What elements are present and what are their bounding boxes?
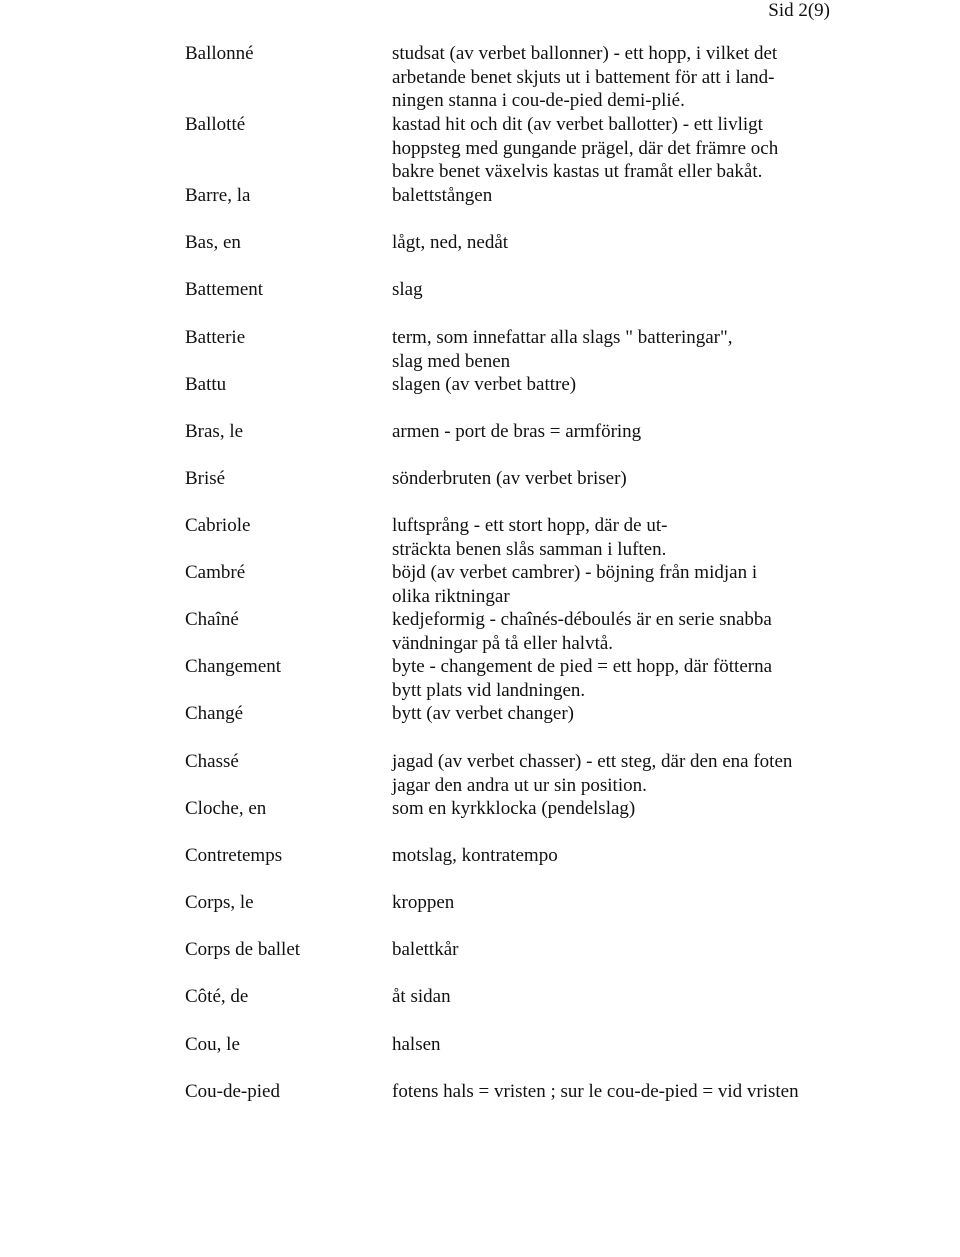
definition-line: kastad hit och dit (av verbet ballotter) - ett livligt <box>392 114 763 135</box>
glossary-definition <box>392 985 832 1009</box>
definition-line: ningen stanna i cou-de-pied demi-plié. <box>392 90 685 111</box>
glossary-definition <box>392 373 832 397</box>
glossary-definition <box>392 420 832 444</box>
glossary-definition <box>392 514 832 561</box>
definition-line: åt sidan <box>392 986 451 1007</box>
glossary-term: Cambré <box>185 562 246 583</box>
glossary-term: Batterie <box>185 327 246 348</box>
glossary-term: Contretemps <box>185 845 283 866</box>
definition-line: luftsprång - ett stort hopp, där de ut- <box>392 515 668 536</box>
definition-line: hoppsteg med gungande prägel, där det främre och <box>392 137 779 159</box>
glossary-definition <box>392 561 832 608</box>
definition-line: som en kyrkklocka (pendelslag) <box>392 798 636 819</box>
definition-line: slag med benen <box>392 350 511 372</box>
definition-line: jagar den andra ut ur sin position. <box>392 774 647 796</box>
glossary-definition <box>392 608 832 655</box>
definition-line: studsat (av verbet ballonner) - ett hopp, i vilket det <box>392 43 778 64</box>
glossary-definition <box>392 326 832 373</box>
glossary-definition <box>392 844 832 868</box>
definition-line: olika riktningar <box>392 585 510 607</box>
glossary-term: Changement <box>185 656 282 677</box>
definition-line: slagen (av verbet battre) <box>392 374 577 395</box>
glossary-term: Cou, le <box>185 1034 240 1055</box>
glossary-term: Ballonné <box>185 43 254 64</box>
definition-line: byte - changement de pied = ett hopp, där fötterna <box>392 656 773 677</box>
glossary-term: Corps, le <box>185 892 254 913</box>
glossary-definition <box>392 797 832 821</box>
glossary-term: Bras, le <box>185 421 244 442</box>
definition-line: balettstången <box>392 185 493 206</box>
definition-line: armen - port de bras = armföring <box>392 421 642 442</box>
glossary-term: Bas, en <box>185 232 241 253</box>
glossary-definition <box>392 278 832 302</box>
definition-line: sträckta benen slås samman i luften. <box>392 538 667 560</box>
glossary-term: Cabriole <box>185 515 251 536</box>
glossary-term: Cou-de-pied <box>185 1081 280 1102</box>
definition-line: jagad (av verbet chasser) - ett steg, där den ena foten <box>392 751 793 772</box>
glossary-definition <box>392 891 832 915</box>
definition-line: halsen <box>392 1034 441 1055</box>
glossary-definition <box>392 113 832 184</box>
glossary-term: Côté, de <box>185 986 249 1007</box>
glossary-definition <box>392 467 832 491</box>
glossary-definition <box>392 750 832 797</box>
glossary-term: Cloche, en <box>185 798 267 819</box>
glossary-definition <box>392 938 832 962</box>
definition-line: arbetande benet skjuts ut i battement för att i land- <box>392 66 775 88</box>
glossary-term: Chassé <box>185 751 239 772</box>
definition-line: bytt (av verbet changer) <box>392 703 574 724</box>
definition-line: kroppen <box>392 892 455 913</box>
glossary-term: Brisé <box>185 468 226 489</box>
glossary-term: Battement <box>185 279 264 300</box>
glossary-definition <box>392 184 832 208</box>
page-number: Sid 2(9) <box>768 0 830 21</box>
definition-line: vändningar på tå eller halvtå. <box>392 632 614 654</box>
glossary-term: Barre, la <box>185 185 251 206</box>
glossary-term: Corps de ballet <box>185 939 301 960</box>
glossary-term: Chaîné <box>185 609 239 630</box>
definition-line: kedjeformig - chaînés-déboulés är en serie snabba <box>392 609 772 630</box>
definition-line: lågt, ned, nedåt <box>392 232 509 253</box>
definition-line: böjd (av verbet cambrer) - böjning från midjan i <box>392 562 758 583</box>
definition-line: term, som innefattar alla slags " batteringar", <box>392 327 733 348</box>
definition-line: motslag, kontratempo <box>392 845 558 866</box>
definition-line: bytt plats vid landningen. <box>392 679 586 701</box>
glossary-definition <box>392 42 832 113</box>
glossary-term: Ballotté <box>185 114 246 135</box>
glossary-term: Changé <box>185 703 244 724</box>
glossary-definition <box>392 655 832 702</box>
glossary-definition <box>392 1080 832 1104</box>
definition-line: balettkår <box>392 939 459 960</box>
glossary-definition <box>392 1033 832 1057</box>
glossary-definition <box>392 231 832 255</box>
definition-line: slag <box>392 279 423 300</box>
glossary-term: Battu <box>185 374 227 395</box>
definition-line: bakre benet växelvis kastas ut framåt eller bakåt. <box>392 161 763 182</box>
definition-line: fotens hals = vristen ; sur le cou-de-pied = vid vristen <box>392 1081 799 1102</box>
glossary-definition <box>392 702 832 726</box>
definition-line: sönderbruten (av verbet briser) <box>392 468 627 489</box>
